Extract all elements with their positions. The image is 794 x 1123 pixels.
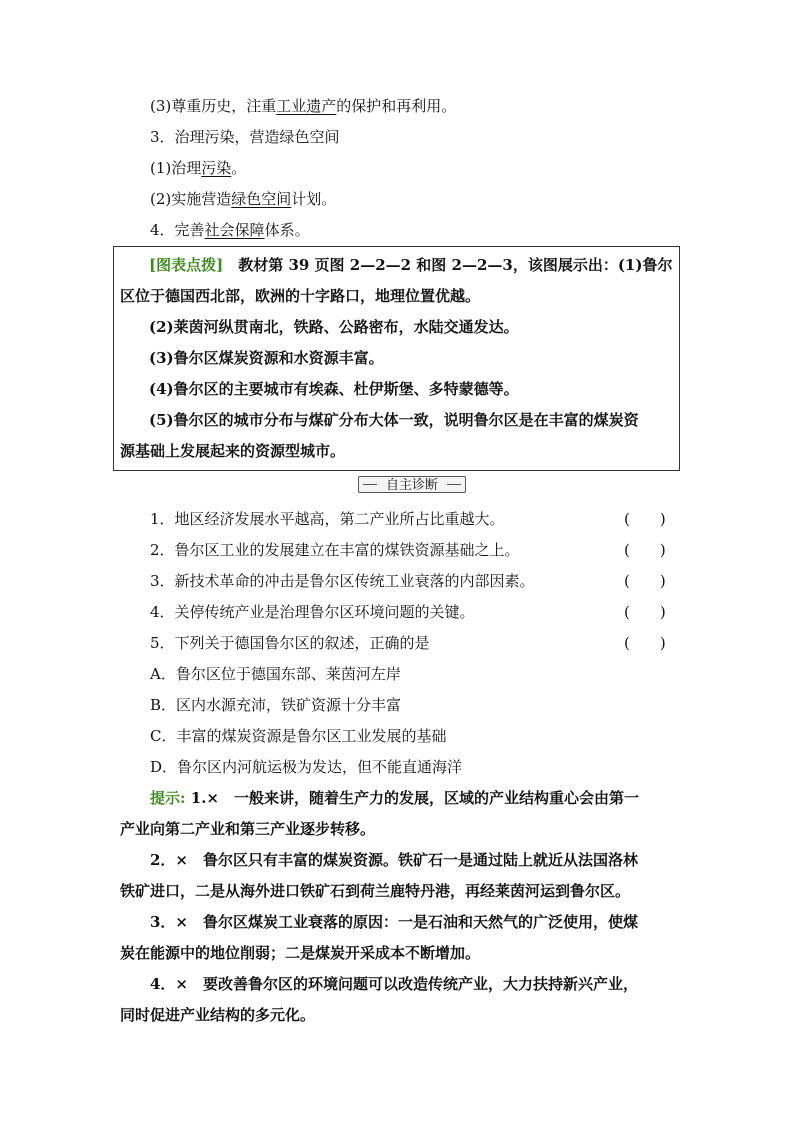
chart-note-tag: [图表点拨] (149, 256, 224, 274)
box-line-4: (3)鲁尔区煤炭资源和水资源丰富。 (149, 349, 384, 367)
box-line-6: (5)鲁尔区的城市分布与煤矿分布大体一致，说明鲁尔区是在丰富的煤炭资 (149, 411, 639, 429)
question-3: 3．新技术革命的冲击是鲁尔区传统工业衰落的内部因素。 (150, 572, 535, 590)
box-line-7: 源基础上发展起来的资源型城市。 (120, 442, 346, 460)
hint-3a: 3．× 鲁尔区煤炭工业衰落的原因：一是石油和天然气的广泛使用，使煤 (150, 913, 639, 931)
hint-label: 提示: (150, 789, 186, 807)
box-line-2: 区位于德国西北部，欧洲的十字路口，地理位置优越。 (120, 287, 481, 305)
heading-3: 3．治理污染，营造绿色空间 (150, 128, 340, 146)
question-5: 5．下列关于德国鲁尔区的叙述，正确的是 (150, 634, 430, 652)
answer-blank-4[interactable]: ( ) (624, 603, 666, 621)
item-3-2: (2)实施营造绿色空间计划。 (150, 190, 337, 208)
hint-1a: 提示: 1.× 一般来讲，随着生产力的发展，区域的产业结构重心会由第一 (150, 789, 639, 807)
underlined-term: 绿色空间 (231, 190, 292, 208)
hint-4b: 同时促进产业结构的多元化。 (120, 1006, 316, 1024)
underlined-term: 污染 (201, 159, 232, 177)
option-c: C．丰富的煤炭资源是鲁尔区工业发展的基础 (150, 727, 447, 745)
hint-1b: 产业向第二产业和第三产业逐步转移。 (120, 820, 376, 838)
box-line-3: (2)莱茵河纵贯南北，铁路、公路密布，水陆交通发达。 (149, 318, 519, 336)
box-line-5: (4)鲁尔区的主要城市有埃森、杜伊斯堡、多特蒙德等。 (149, 380, 519, 398)
hint-3b: 炭在能源中的地位削弱；二是煤炭开采成本不断增加。 (120, 944, 481, 962)
question-4: 4．关停传统产业是治理鲁尔区环境问题的关键。 (150, 603, 475, 621)
answer-blank-5[interactable]: ( ) (624, 634, 666, 652)
question-2: 2．鲁尔区工业的发展建立在丰富的煤铁资源基础之上。 (150, 541, 520, 559)
option-d: D．鲁尔区内河航运极为发达，但不能直通海洋 (150, 758, 463, 776)
hint-2a: 2．× 鲁尔区只有丰富的煤炭资源。铁矿石一是通过陆上就近从法国洛林 (150, 851, 639, 869)
hint-2b: 铁矿进口，二是从海外进口铁矿石到荷兰鹿特丹港，再经莱茵河运到鲁尔区。 (120, 882, 631, 900)
hint-4a: 4．× 要改善鲁尔区的环境问题可以改造传统产业，大力扶持新兴产业， (150, 975, 639, 993)
item-3-1: (1)治理污染。 (150, 159, 247, 177)
heading-4: 4．完善社会保障体系。 (150, 221, 310, 239)
question-1: 1．地区经济发展水平越高，第二产业所占比重越大。 (150, 510, 505, 528)
item-3-3: (3)尊重历史，注重工业遗产的保护和再利用。 (150, 97, 457, 115)
option-a: A．鲁尔区位于德国东部、莱茵河左岸 (150, 665, 401, 683)
answer-blank-3[interactable]: ( ) (624, 572, 666, 590)
option-b: B．区内水源充沛，铁矿资源十分丰富 (150, 696, 402, 714)
underlined-term: 工业遗产 (276, 97, 337, 115)
box-line-1: [图表点拨] 教材第 39 页图 2—2—2 和图 2—2—3，该图展示出：(1)鲁尔 (149, 256, 673, 274)
section-badge: 自主诊断 (358, 476, 466, 493)
answer-blank-1[interactable]: ( ) (624, 510, 666, 528)
underlined-term: 社会保障 (204, 221, 265, 239)
answer-blank-2[interactable]: ( ) (624, 541, 666, 559)
